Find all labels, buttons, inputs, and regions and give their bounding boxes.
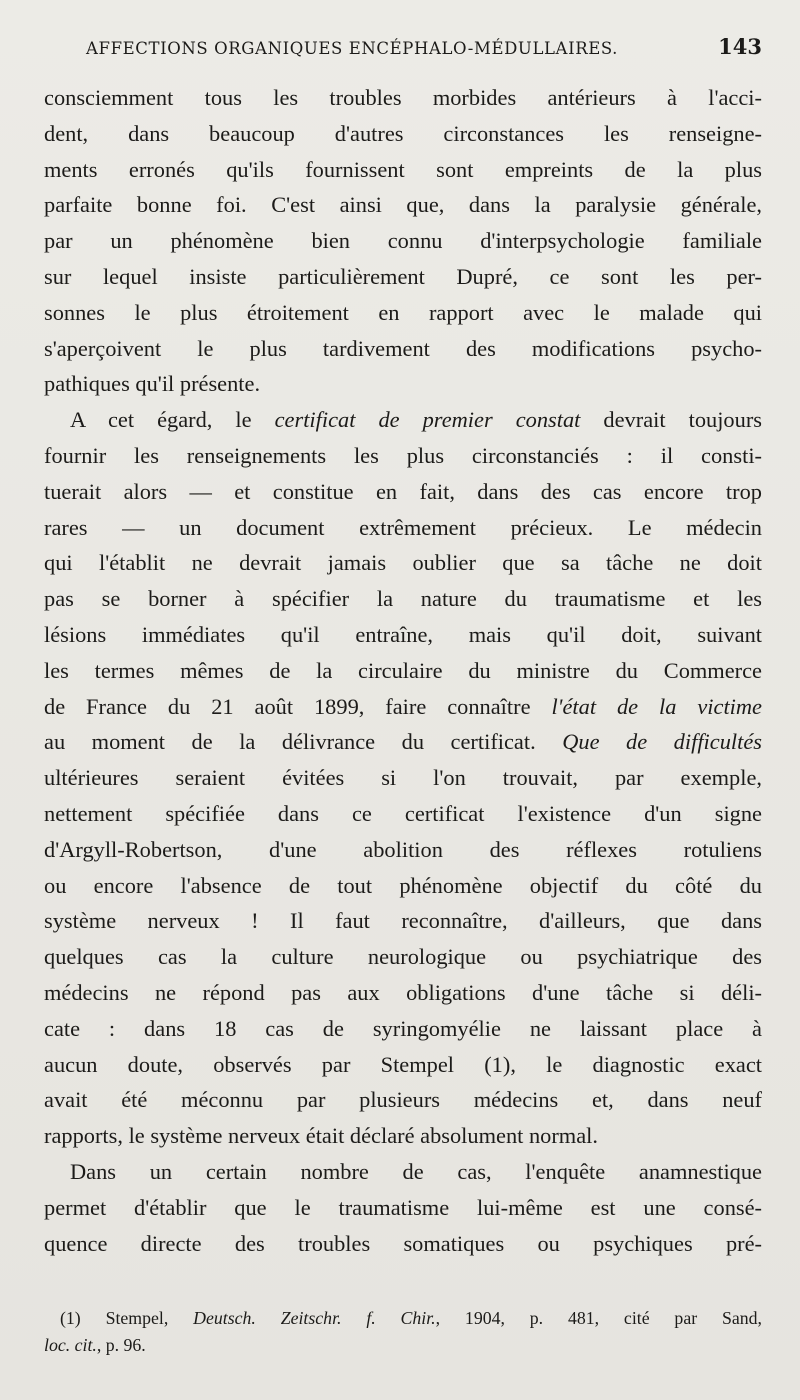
text-line: au moment de la délivrance du certificat. Que de difficultés — [44, 729, 762, 755]
paragraph-1 — [44, 80, 762, 402]
text-line: quence directe des troubles somatiques ou psychiques pré- — [44, 1230, 762, 1256]
text-line: sonnes le plus étroitement en rapport avec le malade qui — [44, 299, 762, 325]
text-line: de France du 21 août 1899, faire connaître l'état de la victime — [44, 693, 762, 719]
text-line: permet d'établir que le traumatisme lui-même est une consé- — [44, 1194, 762, 1220]
text-line: par un phénomène bien connu d'interpsychologie familiale — [44, 228, 762, 254]
text-line: rares — un document extrêmement précieux. Le médecin — [44, 514, 762, 540]
text-line: cate : dans 18 cas de syringomyélie ne laissant place à — [44, 1015, 762, 1041]
text-line: sur lequel insiste particulièrement Dupré, ce sont les per- — [44, 263, 762, 289]
text-line: les termes mêmes de la circulaire du ministre du Commerce — [44, 657, 762, 683]
footnote — [44, 1305, 762, 1359]
text-line: Dans un certain nombre de cas, l'enquête anamnestique — [70, 1158, 762, 1184]
text-line: rapports, le système nerveux était déclaré absolument normal. — [44, 1123, 598, 1149]
text-line: médecins ne répond pas aux obligations d'une tâche si déli- — [44, 979, 762, 1005]
text-line: aucun doute, observés par Stempel (1), le diagnostic exact — [44, 1051, 762, 1077]
text-line: ou encore l'absence de tout phénomène objectif du côté du — [44, 872, 762, 898]
text-line: lésions immédiates qu'il entraîne, mais qu'il doit, suivant — [44, 621, 762, 647]
text-line: système nerveux ! Il faut reconnaître, d'ailleurs, que dans — [44, 908, 762, 934]
text-line: avait été méconnu par plusieurs médecins et, dans neuf — [44, 1087, 762, 1113]
text-line: consciemment tous les troubles morbides antérieurs à l'acci- — [44, 85, 762, 110]
text-line: parfaite bonne foi. C'est ainsi que, dans la paralysie générale, — [44, 192, 762, 218]
text-line: ments erronés qu'ils fournissent sont empreints de la plus — [44, 156, 762, 182]
running-title: AFFECTIONS ORGANIQUES ENCÉPHALO-MÉDULLAIRES. — [86, 39, 619, 58]
paragraph-3 — [44, 1154, 762, 1261]
text-line: quelques cas la culture neurologique ou psychiatrique des — [44, 944, 762, 970]
footnote-line-2: loc. cit., p. 96. — [44, 1335, 146, 1355]
footnote-line-1: (1) Stempel, Deutsch. Zeitschr. f. Chir., 1904, p. 481, cité par Sand, — [60, 1308, 762, 1328]
text-line: ultérieures seraient évitées si l'on trouvait, par exemple, — [44, 765, 762, 791]
text-line: fournir les renseignements les plus circonstanciés : il consti- — [44, 442, 762, 468]
text-line: dent, dans beaucoup d'autres circonstances les renseigne- — [44, 120, 762, 146]
text-line: nettement spécifiée dans ce certificat l'existence d'un signe — [44, 800, 762, 826]
running-header — [86, 34, 762, 59]
text-line: A cet égard, le certificat de premier constat devrait toujours — [70, 407, 762, 433]
body-text — [44, 80, 762, 1261]
text-line: d'Argyll-Robertson, d'une abolition des réflexes rotuliens — [44, 836, 762, 862]
text-line: tuerait alors — et constitue en fait, dans des cas encore trop — [44, 478, 762, 504]
text-line: pathiques qu'il présente. — [44, 371, 261, 397]
page-number: 143 — [718, 34, 762, 59]
text-line: s'aperçoivent le plus tardivement des modifications psycho- — [44, 335, 762, 361]
text-line: pas se borner à spécifier la nature du traumatisme et les — [44, 586, 762, 612]
paragraph-2 — [44, 402, 762, 1154]
text-line: qui l'établit ne devrait jamais oublier que sa tâche ne doit — [44, 550, 762, 576]
